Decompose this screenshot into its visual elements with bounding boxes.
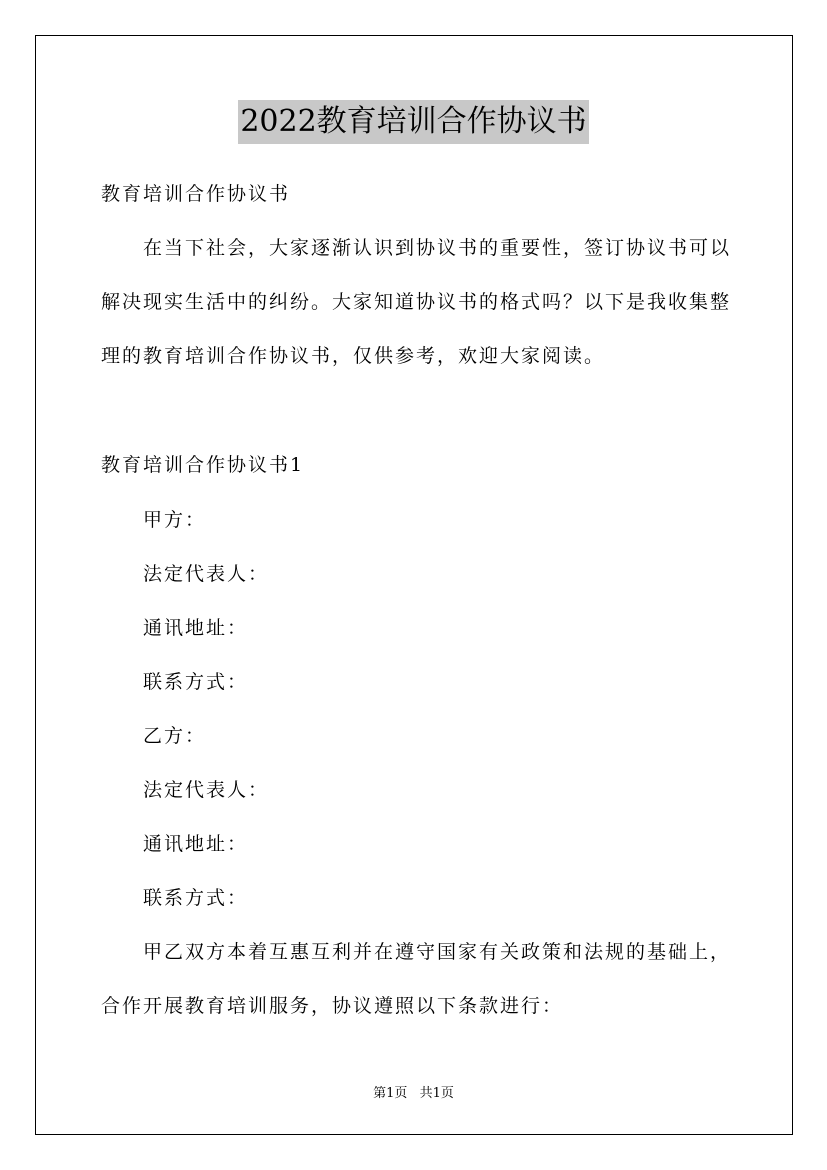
party-b-address-label: 通讯地址： [143,833,249,855]
party-a-address-label: 通讯地址： [143,617,249,639]
party-b-rep-label: 法定代表人： [143,779,270,801]
page-footer [0,1082,827,1101]
party-b-contact-label: 联系方式： [143,887,249,909]
page-total: 共1页 [419,1086,454,1101]
body-line-2: 合作开展教育培训服务，协议遵照以下条款进行： [101,995,564,1017]
party-b-label: 乙方： [143,725,207,747]
party-a-contact-label: 联系方式： [143,671,249,693]
document-title: 2022教育培训合作协议书 [238,100,588,144]
party-a-label: 甲方： [143,509,207,531]
body-line-1: 甲乙双方本着互惠互利并在遵守国家有关政策和法规的基础上， [143,941,732,963]
intro-heading: 教育培训合作协议书 [101,183,291,205]
intro-line-2: 解决现实生活中的纠纷。大家知道协议书的格式吗？以下是我收集整 [101,291,732,313]
title-container [0,100,827,144]
section-heading: 教育培训合作协议书1 [101,454,305,476]
intro-line-3: 理的教育培训合作协议书，仅供参考，欢迎大家阅读。 [101,345,606,367]
intro-line-1: 在当下社会，大家逐渐认识到协议书的重要性，签订协议书可以 [143,237,732,259]
page-number: 第1页 [373,1086,408,1101]
party-a-rep-label: 法定代表人： [143,563,270,585]
